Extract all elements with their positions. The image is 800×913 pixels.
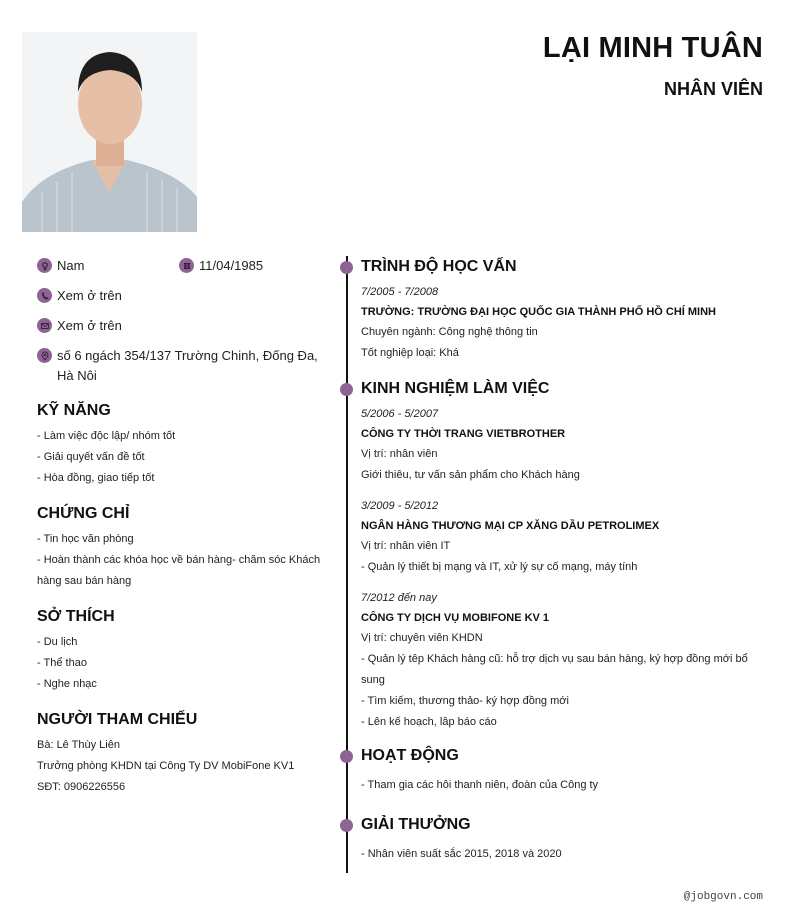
certificates-heading: CHỨNG CHỈ: [37, 505, 130, 522]
education-section: [361, 256, 765, 364]
left-column: [37, 256, 327, 798]
experience-company: CÔNG TY THỜI TRANG VIETBROTHER: [361, 428, 566, 440]
contact-row-email: [37, 316, 327, 336]
timeline-dot: [340, 819, 353, 832]
experience-company: NGÂN HÀNG THƯƠNG MẠI CP XĂNG DẦU PETROLIMEX: [361, 520, 660, 532]
right-column: [361, 256, 765, 865]
address-value: số 6 ngách 354/137 Trường Chinh, Đống Đa, Hà Nôi: [57, 348, 318, 383]
phone-value: Xem ở trên: [57, 288, 122, 303]
hobby-item: - Thể thao: [37, 657, 87, 669]
education-line: Chuyên ngành: Công nghệ thông tin: [361, 326, 538, 338]
skill-item: - Giải quyết vấn đề tốt: [37, 451, 145, 463]
watermark: @jobgovn.com: [683, 891, 763, 903]
email-icon: [37, 318, 52, 333]
timeline-dot: [340, 750, 353, 763]
experience-date: 5/2006 - 5/2007: [361, 408, 439, 420]
reference-line: Trưởng phòng KHDN tại Công Ty DV MobiFone KV1: [37, 760, 295, 772]
contact-row-gender-dob: [37, 256, 327, 276]
experience-section: [361, 378, 765, 733]
award-item: - Nhân viên suất sắc 2015, 2018 và 2020: [361, 848, 562, 860]
dob-value: 11/04/1985: [199, 258, 264, 273]
hobby-item: - Du lịch: [37, 636, 78, 648]
certificate-item: - Hoàn thành các khóa học về bán hàng- chăm sóc Khách hàng sau bán hàng: [37, 554, 321, 587]
calendar-icon: [179, 258, 194, 273]
dob-item: [179, 256, 263, 276]
experience-date: 3/2009 - 5/2012: [361, 500, 439, 512]
skills-heading: KỸ NĂNG: [37, 402, 111, 419]
awards-section: [361, 814, 765, 865]
hobbies-heading: SỞ THÍCH: [37, 608, 115, 625]
experience-line: - Lên kế hoạch, lâp báo cáo: [361, 716, 497, 728]
candidate-name: LẠI MINH TUÂN: [542, 32, 763, 64]
activities-heading: HOẠT ĐỘNG: [361, 747, 459, 764]
contact-row-address: [37, 346, 327, 386]
reference-line: SĐT: 0906226556: [37, 781, 126, 793]
certificate-item: - Tin học văn phòng: [37, 533, 134, 545]
location-pin-icon: [37, 348, 52, 363]
experience-line: Vị trí: nhân viên: [361, 448, 438, 460]
timeline-dot: [340, 383, 353, 396]
candidate-title: NHÂN VIÊN: [663, 79, 763, 99]
experience-company: CÔNG TY DỊCH VỤ MOBIFONE KV 1: [361, 612, 550, 624]
timeline-line: [346, 256, 348, 873]
experience-line: - Tìm kiếm, thương thảo- ký hợp đồng mới: [361, 695, 569, 707]
skill-item: - Hòa đồng, giao tiếp tốt: [37, 472, 155, 484]
awards-heading: GIẢI THƯỞNG: [361, 816, 471, 833]
experience-entry: [361, 588, 765, 733]
experience-line: - Quản lý têp Khách hàng cũ: hỗ trợ dịch vụ sau bán hàng, ký hợp đồng mới bổ sung: [361, 653, 748, 686]
gender-item: [37, 256, 84, 276]
reference-line: Bà: Lê Thùy Liên: [37, 739, 120, 751]
experience-entry: [361, 404, 765, 486]
gender-icon: [37, 258, 52, 273]
profile-photo: [22, 32, 197, 232]
education-heading: TRÌNH ĐỘ HỌC VẤN: [361, 258, 517, 275]
experience-line: - Quản lý thiết bị mạng và IT, xử lý sự cố mạng, máy tính: [361, 561, 638, 573]
education-school: TRƯỜNG: TRƯỜNG ĐẠI HỌC QUỐC GIA THÀNH PHỐ HỒ CHÍ MINH: [361, 306, 716, 318]
references-heading: NGƯỜI THAM CHIẾU: [37, 711, 198, 728]
gender-value: Nam: [57, 258, 85, 273]
activity-item: - Tham gia các hôi thanh niên, đoàn của Công ty: [361, 779, 599, 791]
experience-heading: KINH NGHIỆM LÀM VIỆC: [361, 380, 550, 397]
education-date: 7/2005 - 7/2008: [361, 286, 439, 298]
experience-line: Giới thiêu, tư vấn sản phẩm cho Khách hàng: [361, 469, 580, 481]
hobby-item: - Nghe nhạc: [37, 678, 97, 690]
timeline-dot: [340, 261, 353, 274]
activities-section: [361, 745, 765, 796]
phone-icon: [37, 288, 52, 303]
education-line: Tốt nghiệp loại: Khá: [361, 347, 459, 359]
experience-line: Vị trí: nhân viên IT: [361, 540, 451, 552]
contact-row-phone: [37, 286, 327, 306]
experience-line: Vị trí: chuyên viên KHDN: [361, 632, 483, 644]
skill-item: - Làm việc độc lập/ nhóm tốt: [37, 430, 176, 442]
email-value: Xem ở trên: [57, 318, 122, 333]
experience-entry: [361, 496, 765, 578]
experience-date: 7/2012 đến nay: [361, 592, 437, 604]
